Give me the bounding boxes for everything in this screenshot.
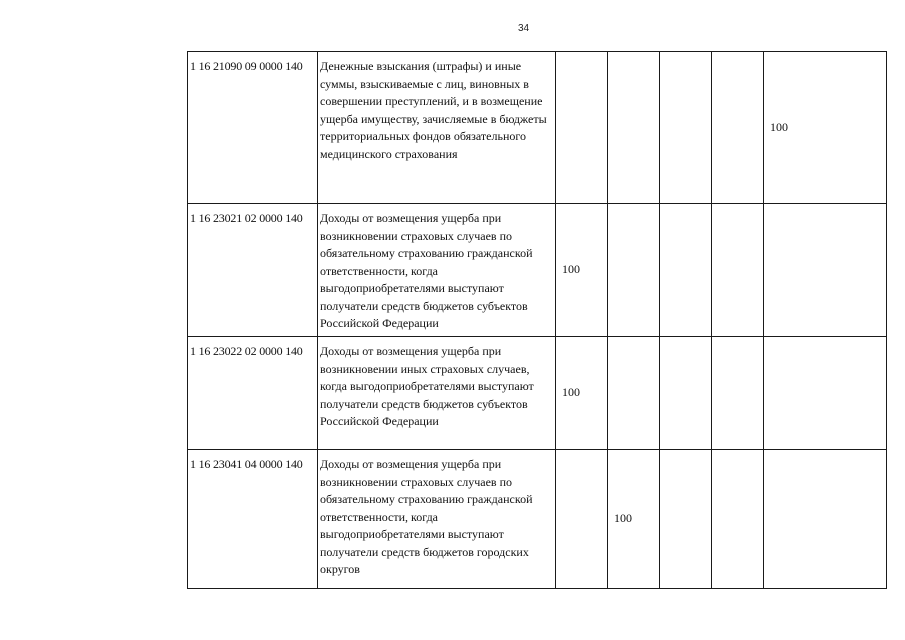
revenue-name-cell: Доходы от возмещения ущерба при возникновении иных страховых случаев, когда выгодоприобретателями выступают получатели средств бюджетов субъектов Российской Федерации bbox=[318, 337, 556, 450]
value-cell bbox=[660, 52, 712, 204]
page-number: 34 bbox=[518, 23, 530, 34]
value-cell bbox=[660, 450, 712, 589]
revenue-name-cell: Денежные взыскания (штрафы) и иные суммы, взыскиваемые с лиц, виновных в совершении преступлений, и в возмещение ущерба имуществу, зачисляемые в бюджеты территориальных фондов обязательного медицинского страхования bbox=[318, 52, 556, 204]
value-text: 100 bbox=[562, 385, 580, 400]
value-cell bbox=[764, 337, 887, 450]
value-text: 100 bbox=[614, 511, 632, 526]
table-row bbox=[188, 52, 887, 204]
value-cell bbox=[608, 52, 660, 204]
value-cell bbox=[764, 450, 887, 589]
value-cell bbox=[660, 337, 712, 450]
value-cell bbox=[712, 450, 764, 589]
value-cell bbox=[608, 450, 660, 589]
budget-code-cell: 1 16 23021 02 0000 140 bbox=[188, 204, 318, 337]
value-text: 100 bbox=[562, 262, 580, 277]
value-cell bbox=[608, 337, 660, 450]
value-text: 100 bbox=[770, 119, 788, 134]
value-cell bbox=[556, 450, 608, 589]
value-cell bbox=[608, 204, 660, 337]
value-cell bbox=[556, 337, 608, 450]
budget-code-cell: 1 16 23041 04 0000 140 bbox=[188, 450, 318, 589]
revenue-distribution-table bbox=[187, 51, 887, 589]
table-row bbox=[188, 450, 887, 589]
revenue-name-cell: Доходы от возмещения ущерба при возникновении страховых случаев по обязательному страхованию гражданской ответственности, когда выгодоприобретателями выступают получатели средств бюджетов субъектов Российской Федерации bbox=[318, 204, 556, 337]
value-cell bbox=[660, 204, 712, 337]
value-cell bbox=[556, 52, 608, 204]
budget-code-cell: 1 16 23022 02 0000 140 bbox=[188, 337, 318, 450]
value-cell bbox=[556, 204, 608, 337]
budget-code-cell: 1 16 21090 09 0000 140 bbox=[188, 52, 318, 204]
value-cell bbox=[712, 204, 764, 337]
table-row bbox=[188, 204, 887, 337]
value-cell bbox=[712, 52, 764, 204]
table-row bbox=[188, 337, 887, 450]
value-cell bbox=[764, 204, 887, 337]
value-cell bbox=[764, 52, 887, 204]
revenue-name-cell: Доходы от возмещения ущерба при возникновении страховых случаев по обязательному страхованию гражданской ответственности, когда выгодоприобретателями выступают получатели средств бюджетов городских округов bbox=[318, 450, 556, 589]
value-cell bbox=[712, 337, 764, 450]
